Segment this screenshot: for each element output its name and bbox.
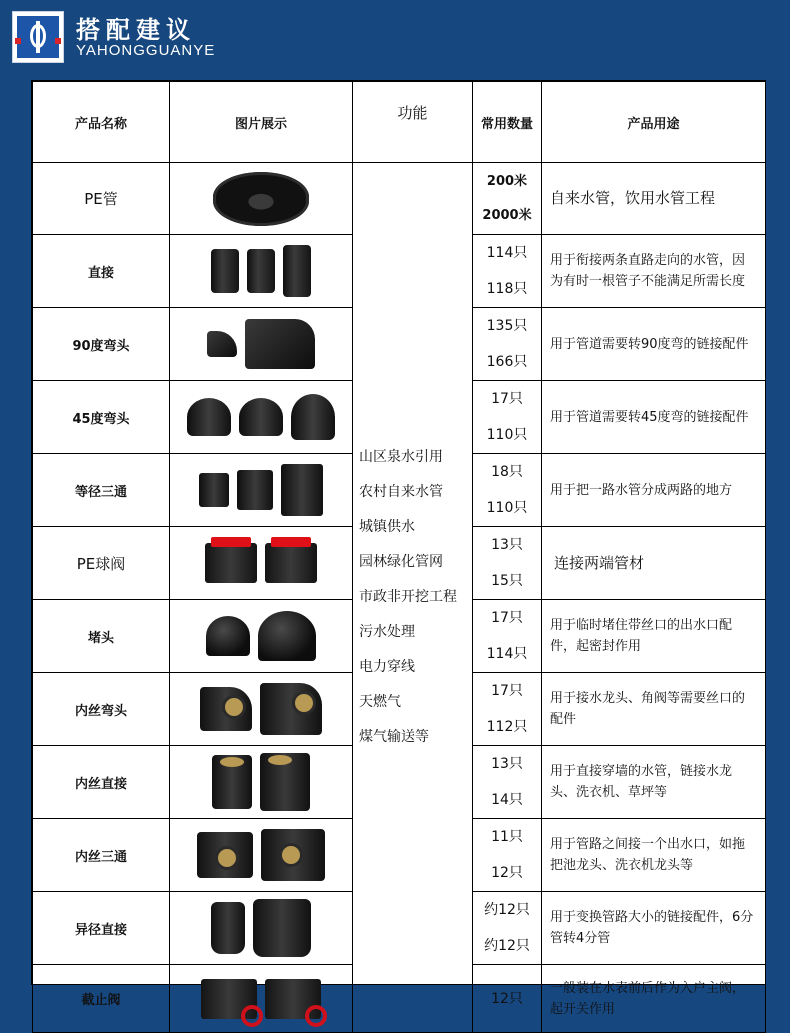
function-item: 电力穿线 xyxy=(359,659,415,675)
usage-text: 用于临时堵住带丝口的出水口配件，起密封作用 xyxy=(542,600,766,673)
product-name: 内丝弯头 xyxy=(33,673,170,746)
function-item: 农村自来水管 xyxy=(359,484,443,500)
tee-image xyxy=(281,464,323,516)
product-name: 截止阀 xyxy=(33,965,170,1033)
product-name: 异径直接 xyxy=(33,892,170,965)
stop-valve-image xyxy=(265,979,321,1019)
ball-valve-image xyxy=(265,543,317,583)
quantity-cell xyxy=(473,819,542,892)
quantity-value: 13只 xyxy=(491,756,523,772)
reducer-image xyxy=(253,899,311,957)
product-name: 等径三通 xyxy=(33,454,170,527)
elbow-90-image xyxy=(207,331,237,357)
female-coupler-image xyxy=(212,755,252,809)
product-table-panel xyxy=(31,80,766,1017)
usage-text: 用于衔接两条直路走向的水管，因为有时一根管子不能满足所需长度 xyxy=(542,235,766,308)
quantity-value: 17只 xyxy=(491,683,523,699)
header-banner xyxy=(0,0,790,76)
function-item: 山区泉水引用 xyxy=(359,449,443,465)
quantity-cell xyxy=(473,673,542,746)
usage-text: 一般装在水表前后作为入户主阀，起开关作用 xyxy=(542,965,766,1033)
quantity-value: 11只 xyxy=(491,829,523,845)
quantity-value: 2000米 xyxy=(482,207,532,223)
quantity-value: 约12只 xyxy=(484,938,530,954)
product-image xyxy=(170,527,353,600)
reducer-image xyxy=(211,902,245,954)
usage-text: 自来水管，饮用水管工程 xyxy=(542,163,766,235)
coupler-image xyxy=(247,249,275,293)
elbow-45-image xyxy=(239,398,283,436)
quantity-value: 118只 xyxy=(486,281,528,297)
product-name: PE管 xyxy=(33,163,170,235)
quantity-value: 约12只 xyxy=(484,902,530,918)
end-cap-image xyxy=(258,611,316,661)
usage-text: 用于直接穿墙的水管，链接水龙头、洗衣机、草坪等 xyxy=(542,746,766,819)
function-item: 园林绿化管网 xyxy=(359,554,443,570)
quantity-value: 14只 xyxy=(491,792,523,808)
coupler-image xyxy=(211,249,239,293)
header-picture: 图片展示 xyxy=(170,82,353,163)
quantity-value: 110只 xyxy=(486,500,528,516)
stop-valve-image xyxy=(201,979,257,1019)
quantity-cell xyxy=(473,454,542,527)
coupler-image xyxy=(283,245,311,297)
product-image xyxy=(170,746,353,819)
tee-image xyxy=(199,473,229,507)
female-tee-image xyxy=(197,832,253,878)
header-usage: 产品用途 xyxy=(542,82,766,163)
function-item: 煤气输送等 xyxy=(359,729,429,745)
quantity-value: 12只 xyxy=(491,865,523,881)
product-table xyxy=(32,81,766,1033)
quantity-value: 166只 xyxy=(486,354,528,370)
quantity-cell xyxy=(473,965,542,1033)
header-product-name: 产品名称 xyxy=(33,82,170,163)
usage-text: 用于把一路水管分成两路的地方 xyxy=(542,454,766,527)
function-list xyxy=(353,163,473,1033)
product-image xyxy=(170,381,353,454)
usage-text: 连接两端管材 xyxy=(542,527,766,600)
quantity-value: 18只 xyxy=(491,464,523,480)
tee-image xyxy=(237,470,273,510)
function-item: 城镇供水 xyxy=(359,519,415,535)
usage-text: 用于接水龙头、角阀等需要丝口的配件 xyxy=(542,673,766,746)
quantity-value: 15只 xyxy=(491,573,523,589)
usage-text: 用于管道需要转90度弯的链接配件 xyxy=(542,308,766,381)
product-image xyxy=(170,673,353,746)
brand-name: YAHONGGUANYE xyxy=(76,42,216,59)
quantity-cell xyxy=(473,600,542,673)
quantity-cell xyxy=(473,163,542,235)
usage-text: 用于管路之间接一个出水口，如拖把池龙头、洗衣机龙头等 xyxy=(542,819,766,892)
quantity-cell xyxy=(473,235,542,308)
product-name: 直接 xyxy=(33,235,170,308)
quantity-value: 114只 xyxy=(486,245,528,261)
quantity-value: 110只 xyxy=(486,427,528,443)
quantity-cell xyxy=(473,527,542,600)
female-tee-image xyxy=(261,829,325,881)
product-image xyxy=(170,892,353,965)
product-name: 内丝三通 xyxy=(33,819,170,892)
product-image xyxy=(170,819,353,892)
page-title: 搭配建议 xyxy=(76,16,196,44)
female-elbow-image xyxy=(260,683,322,735)
quantity-value: 17只 xyxy=(491,391,523,407)
quantity-cell xyxy=(473,746,542,819)
quantity-value: 13只 xyxy=(491,537,523,553)
product-name: 内丝直接 xyxy=(33,746,170,819)
ball-valve-image xyxy=(205,543,257,583)
product-name: 45度弯头 xyxy=(33,381,170,454)
end-cap-image xyxy=(206,616,250,656)
product-name: 90度弯头 xyxy=(33,308,170,381)
quantity-cell xyxy=(473,308,542,381)
product-name: 堵头 xyxy=(33,600,170,673)
quantity-value: 112只 xyxy=(486,719,528,735)
product-image xyxy=(170,600,353,673)
elbow-45-image xyxy=(291,394,335,440)
elbow-90-image xyxy=(245,319,315,369)
function-item: 市政非开挖工程 xyxy=(359,589,457,605)
product-image xyxy=(170,163,353,235)
quantity-cell xyxy=(473,381,542,454)
product-image xyxy=(170,308,353,381)
quantity-value: 114只 xyxy=(486,646,528,662)
quantity-value: 135只 xyxy=(486,318,528,334)
usage-text: 用于管道需要转45度弯的链接配件 xyxy=(542,381,766,454)
pipe-coil-image xyxy=(213,172,309,226)
female-coupler-image xyxy=(260,753,310,811)
product-image xyxy=(170,965,353,1033)
usage-text: 用于变换管路大小的链接配件，6分管转4分管 xyxy=(542,892,766,965)
quantity-value: 17只 xyxy=(491,610,523,626)
quantity-cell xyxy=(473,892,542,965)
product-name: PE球阀 xyxy=(33,527,170,600)
quantity-value: 12只 xyxy=(491,990,523,1007)
company-logo xyxy=(12,11,64,63)
header-function: 功能 xyxy=(353,82,473,163)
table-row xyxy=(33,163,766,235)
product-image xyxy=(170,454,353,527)
female-elbow-image xyxy=(200,687,252,731)
product-image xyxy=(170,235,353,308)
function-item: 天燃气 xyxy=(359,694,401,710)
elbow-45-image xyxy=(187,398,231,436)
function-item: 污水处理 xyxy=(359,624,415,640)
quantity-value: 200米 xyxy=(486,173,528,189)
header-quantity: 常用数量 xyxy=(473,82,542,163)
